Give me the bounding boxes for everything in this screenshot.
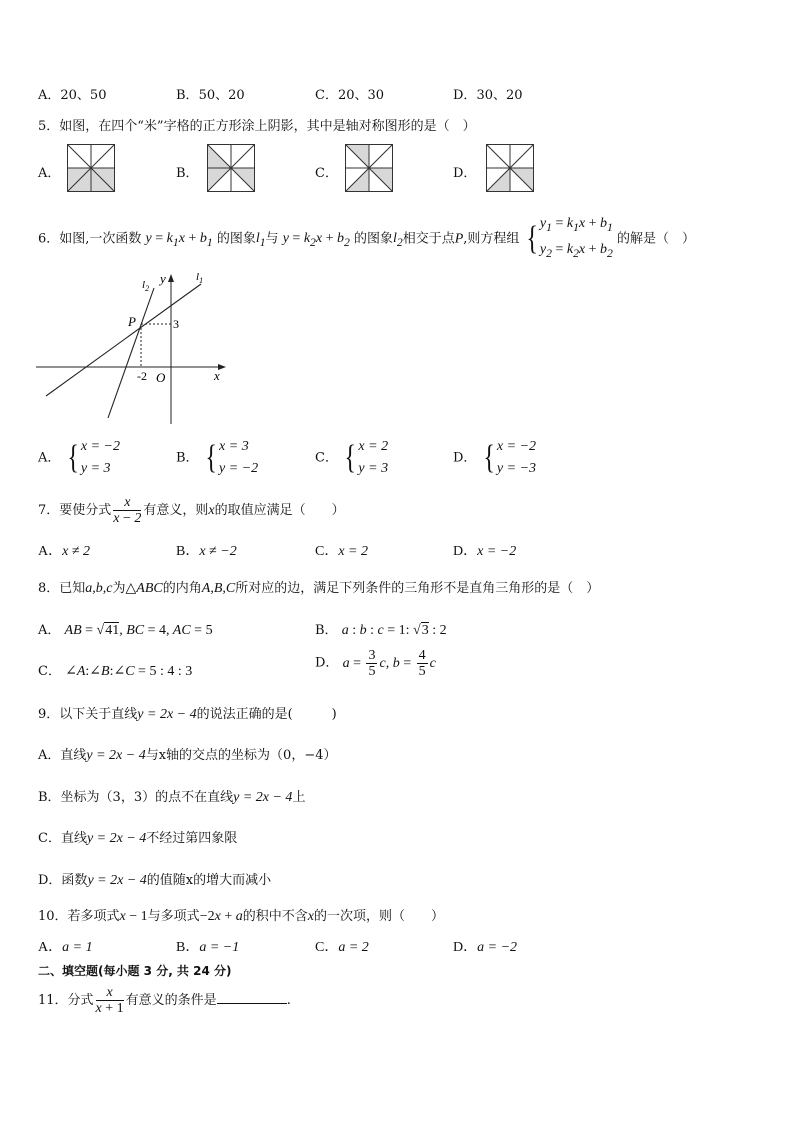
q5-option-a-letter: A． xyxy=(38,166,61,181)
option-letter: C． xyxy=(315,450,338,466)
q7-stem xyxy=(38,495,345,526)
q6-graph-label-y: y xyxy=(160,271,166,286)
q6-graph-label-x: x xyxy=(214,368,220,383)
q9-stem-b: 的说法正确的是( ) xyxy=(196,707,337,722)
q7-option-c xyxy=(315,540,368,560)
q5-option-d-letter: D． xyxy=(453,166,477,181)
q6-point-p: P xyxy=(454,231,464,247)
q6-stem xyxy=(38,213,695,265)
q9-line-expr: y = 2x − 4 xyxy=(137,707,197,722)
q11-answer-blank[interactable] xyxy=(217,1003,287,1004)
q6-stem-c: 与 xyxy=(265,231,279,247)
q6-formula-l1: $y = k_1x + b_1$ xyxy=(145,231,213,250)
option-text: a = −1 xyxy=(199,940,240,955)
q10-option-a xyxy=(38,936,93,956)
q4-option-d xyxy=(453,84,523,103)
q10-stem: 10．若多项式x − 1与多项式−2x + a的积中不含x的一次项，则（ ） xyxy=(38,909,444,924)
q5-stem: 5．如图，在四个“米”字格的正方形涂上阴影，其中是轴对称图形的是（ ） xyxy=(38,119,476,134)
option-letter: D． xyxy=(315,655,339,671)
q6-graph-label-o: O xyxy=(156,370,166,385)
q5-option-a-figure xyxy=(67,144,115,192)
option-expression: a = $\frac{3}{5}$ c, b = $\frac{4}{5}$ c xyxy=(342,648,436,679)
q9-option-a: A．直线y = 2x − 4与x轴的交点的坐标为（0，−4） xyxy=(38,748,337,763)
q8-option-d xyxy=(315,648,436,679)
option-expression: AB = √41, BC = 4, AC = 5 xyxy=(64,623,213,638)
q4-option-a xyxy=(38,84,106,103)
q4-option-b xyxy=(176,84,245,103)
q6-option-d: D． { x = −2 y = −3 xyxy=(453,436,536,480)
q5-option-c-figure xyxy=(345,144,393,192)
q8-option-b xyxy=(315,619,447,639)
option-y: y = −3 xyxy=(496,461,537,476)
q8-stem-b: 为 xyxy=(112,581,126,596)
q11-fraction: $\frac{x}{x + 1}$ xyxy=(95,985,124,1016)
option-y: y = −2 xyxy=(219,461,259,476)
option-letter: A． xyxy=(38,88,61,103)
option-x: x = 3 xyxy=(219,439,249,454)
q8-triangle: △ABC xyxy=(125,581,163,596)
option-y: y = 3 xyxy=(358,461,389,476)
option-letter: D． xyxy=(453,88,477,103)
q7-stem-b: 有意义，则 xyxy=(143,503,209,518)
q8-stem-a: 8．已知 xyxy=(38,581,86,596)
q10-option-b xyxy=(176,936,239,956)
q9-line-expr: y = 2x − 4 xyxy=(86,748,146,763)
q11-stem: 11．分式 $\frac{x}{x + 1}$ 有意义的条件是 . xyxy=(38,985,291,1016)
q8-stem-c: 的内角 xyxy=(162,581,202,596)
q6-graph-label-minus2: -2 xyxy=(137,369,147,383)
q6-l1: $l_1$ xyxy=(255,231,266,250)
q7-var-x: x xyxy=(208,503,215,518)
q5-option-c-letter: C． xyxy=(315,166,338,181)
q8-option-c xyxy=(38,660,192,680)
q6-system: { $y_1 = k_1x + b_1$ $y_2 = k_2x + b_2$ xyxy=(526,216,613,260)
q9-line-expr: y = 2x − 4 xyxy=(86,831,147,846)
option-text: 20、50 xyxy=(60,88,107,103)
option-letter: C． xyxy=(315,88,338,103)
option-text: x ≠ 2 xyxy=(62,544,91,559)
q7-stem-c: 的取值应满足（ ） xyxy=(214,503,345,518)
option-letter: A． xyxy=(38,450,61,466)
option-letter: D． xyxy=(453,544,478,559)
q6-l2: $l_2$ xyxy=(392,231,403,250)
q5-option-b-figure xyxy=(207,144,255,192)
q6-graph-label-3: 3 xyxy=(173,317,179,331)
q10-poly1: x − 1 xyxy=(119,909,148,924)
q9-stem-a: 9．以下关于直线 xyxy=(38,707,138,722)
q6-option-a: A． { x = −2 y = 3 xyxy=(38,436,120,480)
q6-stem-g: 的解是（ ） xyxy=(616,231,695,247)
option-y: y = 3 xyxy=(80,461,111,476)
option-letter: D． xyxy=(453,940,478,955)
option-letter: A． xyxy=(38,544,63,559)
q8-angles: A,B,C xyxy=(201,581,236,596)
option-text: 30、20 xyxy=(476,88,523,103)
option-x: x = −2 xyxy=(496,439,537,454)
option-text: x ≠ −2 xyxy=(199,544,237,559)
q9-line-expr: y = 2x − 4 xyxy=(233,790,293,805)
q9-option-b: B．坐标为（3，3）的点不在直线y = 2x − 4上 xyxy=(38,790,306,805)
option-text: a = 1 xyxy=(62,940,93,955)
q6-option-b: B． { x = 3 y = −2 xyxy=(176,436,258,480)
q8-stem-d: 所对应的边，满足下列条件的三角形不是直角三角形的是（ ） xyxy=(235,581,600,596)
q6-stem-d: 的图象 xyxy=(353,231,393,247)
q10-var-x: x xyxy=(307,909,314,924)
q10-poly2: −2x + a xyxy=(199,909,243,924)
option-letter: C． xyxy=(38,664,61,679)
option-expression: a : b : c = 1: √3 : 2 xyxy=(341,623,447,638)
option-letter: B． xyxy=(176,450,199,466)
option-expression: ∠A:∠B:∠C = 5 : 4 : 3 xyxy=(65,664,193,679)
q10-option-c xyxy=(315,936,369,956)
q7-fraction: $\frac{x}{x - 2}$ xyxy=(113,495,142,526)
q10-option-d xyxy=(453,936,517,956)
q6-option-c: C． { x = 2 y = 3 xyxy=(315,436,388,480)
q7-option-d xyxy=(453,540,516,560)
q6-graph-label-l1: $l_1$ xyxy=(196,271,204,285)
q9-line-expr: y = 2x − 4 xyxy=(87,873,147,888)
q6-graph-label-p: P xyxy=(128,314,136,329)
option-letter: C． xyxy=(315,940,339,955)
option-letter: C． xyxy=(315,544,339,559)
q6-formula-l2: $y = k_2x + b_2$ xyxy=(282,231,350,250)
q8-option-a xyxy=(38,619,213,639)
q8-sides: a,b,c xyxy=(85,581,113,596)
option-text: a = 2 xyxy=(338,940,369,955)
q7-stem-a: 7．要使分式 xyxy=(38,503,112,518)
q7-option-b xyxy=(176,540,237,560)
option-letter: B． xyxy=(176,940,200,955)
q6-graph-label-l2: $l_2$ xyxy=(142,279,150,293)
option-letter: B． xyxy=(176,544,200,559)
q8-stem xyxy=(38,577,599,597)
option-letter: D． xyxy=(453,450,477,466)
option-text: 20、30 xyxy=(337,88,385,103)
option-text: a = −2 xyxy=(477,940,518,955)
q9-stem xyxy=(38,703,337,723)
section-title: 二、填空题(每小题 3 分, 共 24 分) xyxy=(38,964,232,978)
option-letter: B． xyxy=(315,623,338,638)
option-letter: B． xyxy=(176,88,199,103)
option-x: x = 2 xyxy=(358,439,389,454)
q6-stem-b: 的图象 xyxy=(216,231,256,247)
option-text: x = −2 xyxy=(477,544,517,559)
q9-option-c: C．直线y = 2x − 4不经过第四象限 xyxy=(38,831,238,846)
option-letter: A． xyxy=(38,940,63,955)
q5-option-d-figure xyxy=(486,144,534,192)
q4-option-c xyxy=(315,84,384,103)
option-text: 50、20 xyxy=(198,88,245,103)
q9-option-d: D．函数y = 2x − 4的值随x的增大而减小 xyxy=(38,873,272,888)
q6-stem-a: 6．如图,一次函数 xyxy=(38,231,142,247)
option-letter: A． xyxy=(38,623,61,638)
q6-stem-e: 相交于点 xyxy=(402,231,455,247)
q5-option-b-letter: B． xyxy=(176,166,199,181)
q6-stem-f: ,则方程组 xyxy=(463,231,520,247)
option-text: x = 2 xyxy=(338,544,369,559)
q7-option-a xyxy=(38,540,90,560)
q6-graph xyxy=(36,266,236,428)
option-x: x = −2 xyxy=(80,439,120,454)
